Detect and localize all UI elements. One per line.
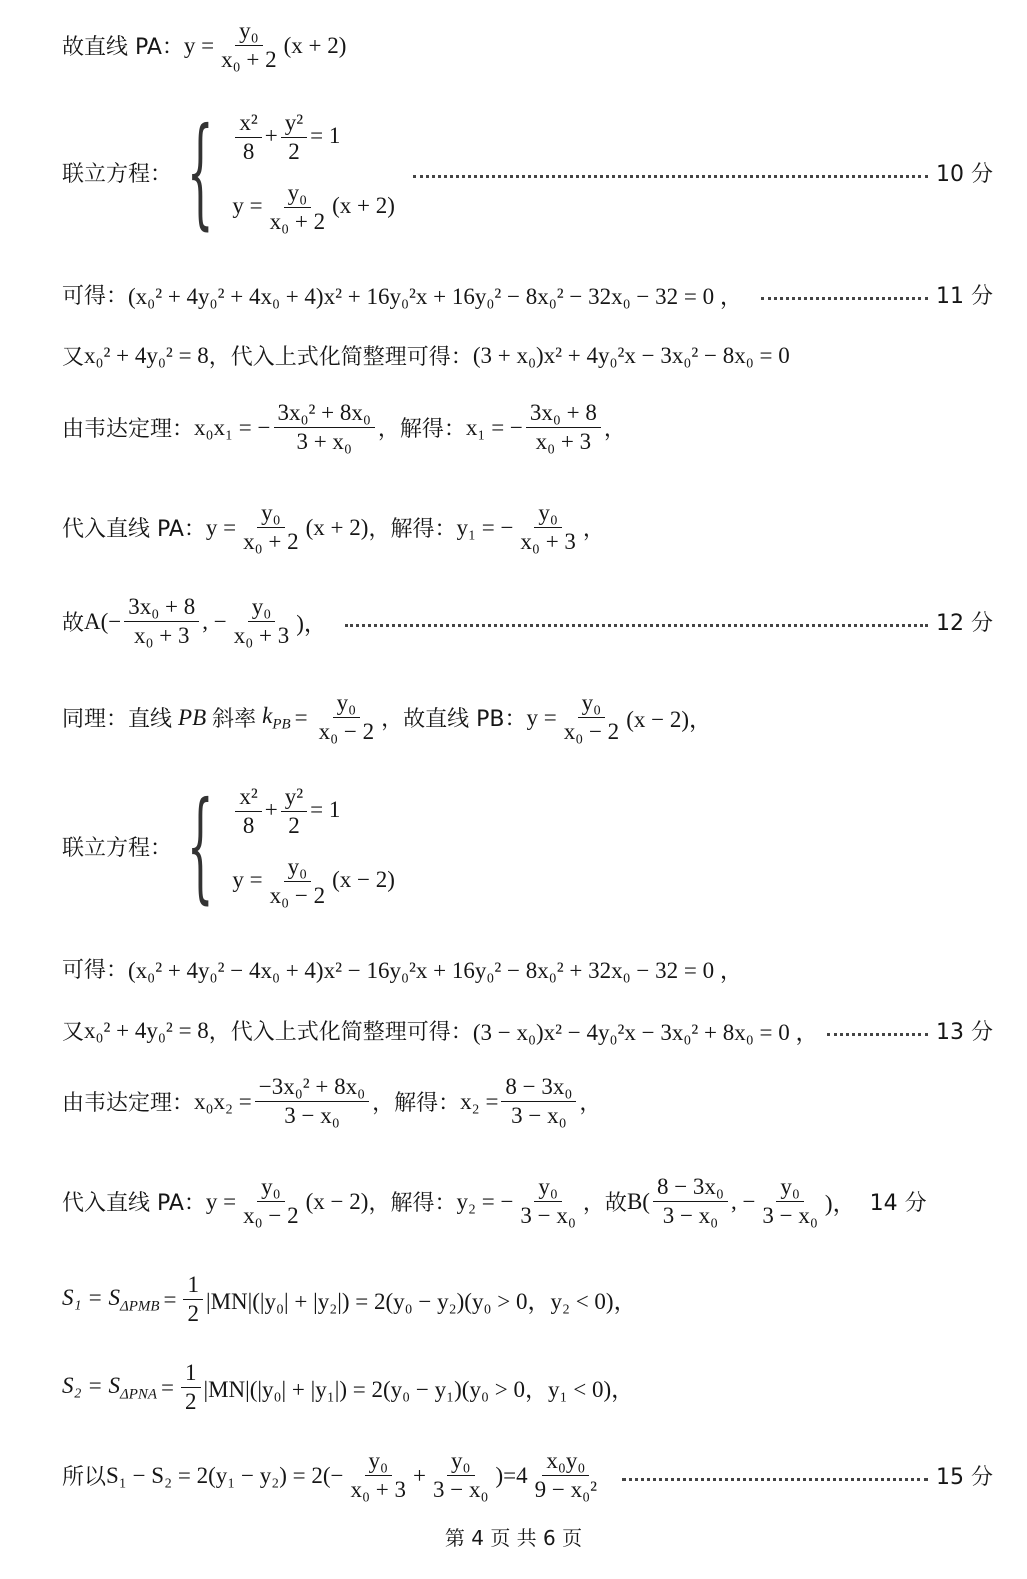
math: = xyxy=(163,1286,177,1312)
math: )， xyxy=(296,611,327,637)
math: , − xyxy=(730,1188,756,1214)
math: $S_1 = S_{\Delta PMB}$ xyxy=(62,1284,160,1315)
fraction: $\frac{\text{3x₀ + 8}}{\text{x₀ + 3}}$ xyxy=(124,594,199,650)
text: ，解得： xyxy=(372,1091,461,1117)
fraction: $\frac{\text{y₀}}{\text{x₀ − 2}}$ xyxy=(318,690,375,745)
fraction: $\frac{\text{3x₀² + 8x₀}}{\text{3 + x₀}}$ xyxy=(274,400,375,456)
fraction: $\frac{\text{x²}}{8}$ xyxy=(235,784,261,840)
score-label: 12 分 xyxy=(936,611,993,637)
fraction: $\frac{\text{y₀}}{\text{x₀ − 2}}$ xyxy=(269,853,326,909)
math: x₀x₂ = xyxy=(194,1088,252,1114)
line-10 xyxy=(62,952,993,985)
line-8 xyxy=(62,690,993,746)
left-brace: { xyxy=(186,102,214,242)
text: 斜率 xyxy=(212,707,257,733)
math: )=4 xyxy=(495,1462,528,1488)
math: + xyxy=(413,1462,426,1488)
line-label: 由韦达定理： xyxy=(62,417,195,443)
math: (x₀² + 4y₀² + 4x₀ + 4)x² + 16y₀²x + 16y₀² − 8x₀² − 32x₀ − 32 = 0 ， xyxy=(128,284,743,309)
math: x₁ = − xyxy=(465,414,523,440)
fraction: $\frac{\text{y₀}}{\text{x₀ + 2}}$ xyxy=(243,500,299,555)
line-label: 可得： xyxy=(62,284,129,309)
fraction: $\frac{\text{8 − 3x₀}}{\text{3 − x₀}}$ xyxy=(501,1074,576,1130)
text: ，解得： xyxy=(377,417,466,443)
fraction: $\frac{\text{y₀}}{\text{x₀ − 2}}$ xyxy=(563,690,620,745)
line-label: 又 xyxy=(62,1020,85,1045)
line-label: 又 xyxy=(62,345,85,370)
equation-system: { $\frac{\text{x²}}{8}$ + $\frac{\text{y²}}{2}$ = 1 y = $\frac{\text{y₀}}{\text{x₀ − 2}}$ (x − 2) xyxy=(186,776,395,916)
dot-leader xyxy=(345,624,928,627)
fraction: $\frac{\text{−3x₀² + 8x₀}}{\text{3 − x₀}}$ xyxy=(255,1074,369,1130)
line-12 xyxy=(62,1074,993,1130)
line-label: 联立方程： xyxy=(62,162,173,188)
text: ，代入上式化简整理可得： xyxy=(208,345,473,370)
line-label: 同理：直线 xyxy=(62,707,173,733)
line-9 xyxy=(62,776,993,916)
math: S₁ − S₂ = 2(y₁ − y₂) = 2(− xyxy=(106,1462,344,1488)
math: (3 − x₀)x² − 4y₀²x − 3x₀² + 8x₀ = 0 ， xyxy=(472,1020,819,1045)
fraction: $\frac{\text{y₀}}{\text{x₀ + 2}}$ xyxy=(221,18,277,73)
fraction: $\frac{\text{y₀}}{\text{x₀ − 2}}$ xyxy=(243,1174,299,1229)
line-14 xyxy=(62,1272,993,1328)
line-13 xyxy=(62,1174,993,1230)
score-label: 13 分 xyxy=(936,1020,993,1045)
score-label: 10 分 xyxy=(936,162,993,188)
equation-system: { $\frac{\text{x²}}{8}$ + $\frac{\text{y²}}{2}$ = 1 y = $\frac{\text{y₀}}{\text{x₀ + 2}}$ (x + 2) xyxy=(186,102,395,242)
dot-leader xyxy=(622,1478,928,1481)
line-7 xyxy=(62,594,993,650)
fraction: $\frac{\text{x₀y₀}}{\text{9 − x₀²}}$ xyxy=(534,1448,598,1503)
text: ，解得： xyxy=(368,1191,457,1217)
fraction: $\frac{\text{3x₀ + 8}}{\text{x₀ + 3}}$ xyxy=(526,400,601,456)
math: y₁ = − xyxy=(456,514,514,540)
fraction: $\frac{1}{2}$ xyxy=(181,1360,201,1416)
math: x₀x₁ = − xyxy=(194,414,271,440)
fraction: $\frac{\text{y²}}{2}$ xyxy=(281,784,307,840)
line-label: 代入直线 PA： xyxy=(62,1191,206,1217)
math: $k_{PB}$ xyxy=(262,702,291,733)
text: ，故 xyxy=(582,1191,627,1217)
fraction: $\frac{\text{y₀}}{\text{x₀ + 3}}$ xyxy=(520,500,576,555)
fraction: $\frac{\text{y₀}}{\text{3 − x₀}}$ xyxy=(520,1174,576,1229)
line-1 xyxy=(62,18,993,74)
line-label: 可得： xyxy=(62,958,129,983)
line-15 xyxy=(62,1360,993,1416)
line-label: 故 xyxy=(62,611,85,637)
fraction: $\frac{\text{y₀}}{\text{3 − x₀}}$ xyxy=(433,1448,489,1503)
math: y = xyxy=(526,704,557,730)
math: y₂ = − xyxy=(456,1188,514,1214)
math: y = xyxy=(205,1188,237,1214)
fraction: $\frac{\text{8 − 3x₀}}{\text{3 − x₀}}$ xyxy=(653,1174,728,1230)
math: A(− xyxy=(84,608,122,634)
text: ，解得： xyxy=(368,517,457,543)
math: x₀² + 4y₀² = 8 xyxy=(84,342,209,368)
math: (x − 2)， xyxy=(626,707,712,733)
line-11 xyxy=(62,1014,993,1047)
line-label: 故直线 PA： xyxy=(62,35,184,61)
math: )， xyxy=(824,1191,856,1217)
line-label: 联立方程： xyxy=(62,836,173,862)
line-4 xyxy=(62,340,993,371)
text: ，故直线 PB： xyxy=(381,707,527,733)
line-label: 由韦达定理： xyxy=(62,1091,195,1117)
math: $S_2 = S_{\Delta PNA}$ xyxy=(62,1372,158,1403)
score-label: 11 分 xyxy=(936,284,993,309)
line-6 xyxy=(62,500,993,556)
line-3 xyxy=(62,278,993,311)
math: x₂ = xyxy=(460,1088,499,1114)
score-label: 14 分 xyxy=(869,1191,927,1217)
math: B( xyxy=(626,1188,650,1214)
line-5 xyxy=(62,400,993,456)
math: |MN|(|y₀| + |y₂|) = 2(y₀ − y₂)(y₀ > 0，y₂ < 0)， xyxy=(205,1289,637,1315)
line-2 xyxy=(62,102,993,242)
math: (x − 2) xyxy=(305,1188,369,1214)
left-brace: { xyxy=(186,776,214,916)
math: x₀² + 4y₀² = 8 xyxy=(84,1017,209,1043)
fraction: $\frac{\text{y₀}}{\text{x₀ + 3}}$ xyxy=(233,594,290,649)
fraction: $\frac{\text{y₀}}{\text{3 − x₀}}$ xyxy=(762,1174,818,1229)
math: (3 + x₀)x² + 4y₀²x − 3x₀² − 8x₀ = 0 xyxy=(472,342,790,368)
fraction: $\frac{\text{y₀}}{\text{x₀ + 2}}$ xyxy=(269,179,326,235)
math: |MN|(|y₀| + |y₁|) = 2(y₀ − y₁)(y₀ > 0，y₁ < 0)， xyxy=(203,1377,635,1403)
math: PB xyxy=(178,704,207,730)
fraction: $\frac{\text{y₀}}{\text{x₀ + 3}}$ xyxy=(350,1448,407,1503)
fraction: $\frac{1}{2}$ xyxy=(183,1272,203,1328)
math: (x + 2) xyxy=(283,32,347,58)
math: , − xyxy=(202,608,227,634)
line-label: 代入直线 PA： xyxy=(62,517,206,543)
line-label: 所以 xyxy=(62,1465,107,1491)
text: ，代入上式化简整理可得： xyxy=(208,1020,473,1045)
math: (x + 2) xyxy=(305,514,369,540)
dot-leader xyxy=(761,297,928,300)
text: ， xyxy=(603,417,626,443)
text: ， xyxy=(579,1091,602,1117)
dot-leader xyxy=(413,175,928,178)
math: y = xyxy=(183,32,215,58)
score-label: 15 分 xyxy=(936,1465,993,1491)
page-footer: 第 4 页 共 6 页 xyxy=(444,1526,583,1550)
line-16 xyxy=(62,1448,993,1504)
math: = xyxy=(294,704,308,730)
dot-leader xyxy=(827,1033,929,1036)
math: y = xyxy=(205,514,237,540)
math: (x₀² + 4y₀² − 4x₀ + 4)x² − 16y₀²x + 16y₀² − 8x₀² + 32x₀ − 32 = 0 ， xyxy=(128,958,743,983)
fraction: $\frac{\text{x²}}{8}$ xyxy=(235,110,261,166)
fraction: $\frac{\text{y²}}{2}$ xyxy=(281,110,307,166)
text: ， xyxy=(582,517,605,543)
math: = xyxy=(161,1374,174,1400)
